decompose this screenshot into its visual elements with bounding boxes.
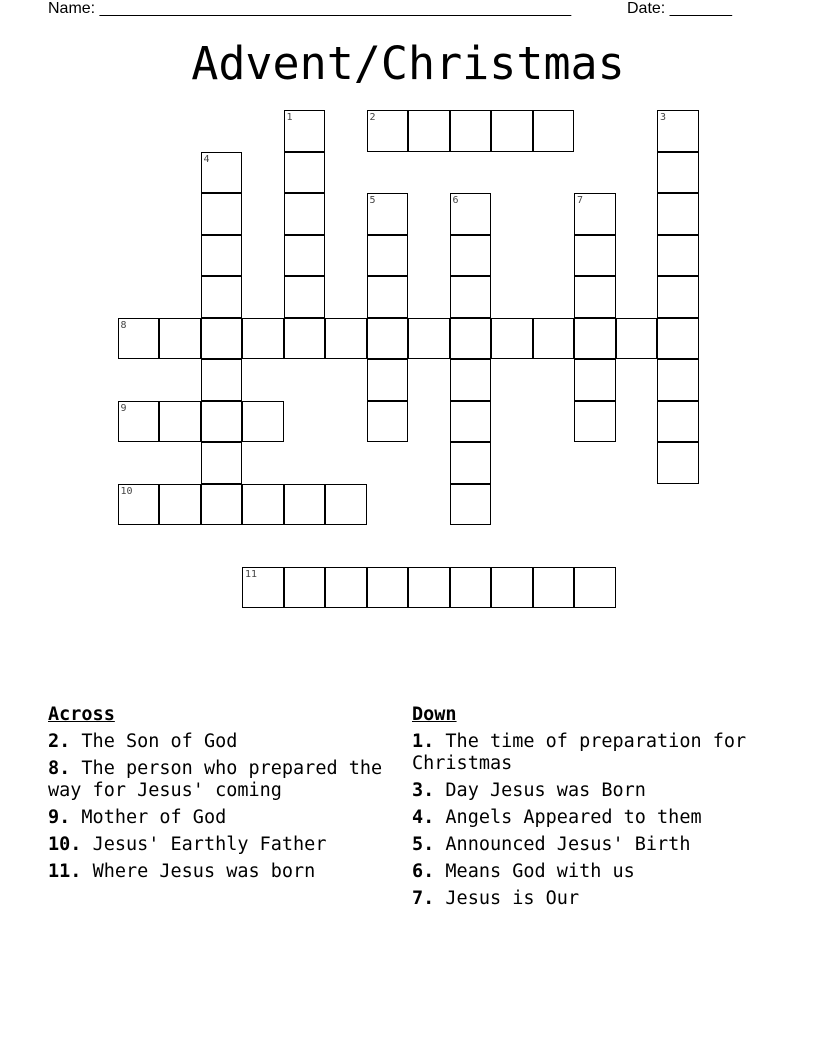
grid-cell[interactable] — [533, 110, 575, 152]
grid-cell[interactable] — [367, 401, 409, 443]
grid-cell[interactable] — [367, 567, 409, 609]
grid-cell[interactable] — [574, 318, 616, 360]
grid-cell[interactable] — [574, 235, 616, 277]
clue-text: The person who prepared the way for Jesus' coming — [48, 758, 383, 801]
grid-cell[interactable] — [367, 193, 409, 235]
grid-cell[interactable] — [284, 276, 326, 318]
grid-cell[interactable] — [201, 401, 243, 443]
grid-cell[interactable] — [450, 359, 492, 401]
clue-number: 4. — [412, 807, 435, 828]
grid-cell[interactable] — [325, 318, 367, 360]
cell-number: 3 — [660, 112, 667, 123]
grid-cell[interactable] — [657, 359, 699, 401]
grid-cell[interactable] — [450, 276, 492, 318]
clue-number: 9. — [48, 807, 71, 828]
clue-number: 8. — [48, 758, 71, 779]
grid-cell[interactable] — [201, 276, 243, 318]
cell-number: 9 — [120, 402, 127, 414]
clue-text: Means God with us — [445, 861, 635, 882]
grid-cell[interactable] — [159, 484, 201, 526]
clue-text: Mother of God — [81, 807, 227, 828]
grid-cell[interactable] — [657, 401, 699, 443]
clue-number: 11. — [48, 861, 82, 882]
clue-text: The time of preparation for Christmas — [412, 731, 747, 774]
cell-number: 11 — [245, 568, 258, 580]
grid-cell[interactable] — [450, 401, 492, 443]
clue-item — [412, 834, 768, 856]
cell-number: 6 — [452, 195, 459, 206]
grid-cell[interactable] — [201, 318, 243, 360]
grid-cell[interactable] — [657, 110, 699, 152]
grid-cell[interactable] — [491, 318, 533, 360]
grid-cell[interactable] — [159, 401, 201, 443]
clue-text: Jesus is Our — [445, 888, 580, 909]
clue-text: The Son of God — [81, 731, 238, 752]
grid-cell[interactable] — [657, 442, 699, 484]
grid-cell[interactable] — [616, 318, 658, 360]
grid-cell[interactable] — [408, 318, 450, 360]
clue-number: 5. — [412, 834, 435, 855]
grid-cell[interactable] — [491, 110, 533, 152]
grid-cell[interactable] — [367, 235, 409, 277]
across-heading: Across — [48, 704, 115, 725]
grid-cell[interactable] — [367, 276, 409, 318]
grid-cell[interactable] — [574, 193, 616, 235]
clue-number: 1. — [412, 731, 435, 752]
grid-cell[interactable] — [201, 152, 243, 194]
clue-number: 3. — [412, 780, 435, 801]
grid-cell[interactable] — [450, 235, 492, 277]
grid-cell[interactable] — [450, 442, 492, 484]
grid-cell[interactable] — [201, 193, 243, 235]
grid-cell[interactable] — [284, 193, 326, 235]
clue-item — [48, 807, 400, 829]
cell-number: 8 — [120, 319, 127, 331]
grid-cell[interactable] — [118, 401, 160, 443]
name-field[interactable]: Name: _____________________________________________________ — [48, 0, 572, 17]
clue-item — [48, 861, 400, 883]
grid-cell[interactable] — [450, 484, 492, 526]
grid-cell[interactable] — [657, 193, 699, 235]
cell-number: 1 — [286, 112, 293, 123]
grid-cell[interactable] — [284, 152, 326, 194]
clue-item — [412, 731, 768, 775]
grid-cell[interactable] — [159, 318, 201, 360]
grid-cell[interactable] — [657, 235, 699, 277]
grid-cell[interactable] — [450, 110, 492, 152]
grid-cell[interactable] — [242, 567, 284, 609]
cell-number: 2 — [369, 112, 376, 123]
grid-cell[interactable] — [657, 318, 699, 360]
grid-cell[interactable] — [284, 110, 326, 152]
grid-cell[interactable] — [408, 567, 450, 609]
page-title: Advent/Christmas — [191, 37, 625, 90]
grid-cell[interactable] — [450, 318, 492, 360]
grid-cell[interactable] — [242, 318, 284, 360]
cell-number: 5 — [369, 195, 376, 206]
grid-cell[interactable] — [367, 359, 409, 401]
grid-cell[interactable] — [118, 318, 160, 360]
clue-number: 7. — [412, 888, 435, 909]
clue-item — [412, 780, 768, 802]
clue-text: Day Jesus was Born — [445, 780, 646, 801]
grid-cell[interactable] — [325, 484, 367, 526]
grid-cell[interactable] — [284, 484, 326, 526]
grid-cell[interactable] — [201, 484, 243, 526]
grid-cell[interactable] — [201, 235, 243, 277]
date-field[interactable]: Date: _______ — [627, 0, 732, 17]
across-clues — [48, 704, 400, 888]
grid-cell[interactable] — [242, 401, 284, 443]
grid-cell[interactable] — [408, 110, 450, 152]
clue-item — [412, 888, 768, 910]
grid-cell[interactable] — [450, 193, 492, 235]
clue-item — [48, 731, 400, 753]
clue-text: Announced Jesus' Birth — [445, 834, 691, 855]
cell-number: 4 — [203, 153, 210, 165]
grid-cell[interactable] — [242, 484, 284, 526]
clue-item — [48, 834, 400, 856]
grid-cell[interactable] — [201, 442, 243, 484]
grid-cell[interactable] — [284, 567, 326, 609]
cell-number: 10 — [120, 485, 133, 497]
clue-number: 2. — [48, 731, 71, 752]
grid-cell[interactable] — [574, 359, 616, 401]
clue-text: Jesus' Earthly Father — [92, 834, 327, 855]
grid-cell[interactable] — [491, 567, 533, 609]
grid-cell[interactable] — [367, 110, 409, 152]
grid-cell[interactable] — [574, 567, 616, 609]
grid-cell[interactable] — [657, 276, 699, 318]
cell-number: 7 — [577, 195, 584, 206]
grid-cell[interactable] — [367, 318, 409, 360]
grid-cell[interactable] — [118, 484, 160, 526]
clue-text: Angels Appeared to them — [445, 807, 702, 828]
grid-cell[interactable] — [574, 401, 616, 443]
clue-item — [412, 861, 768, 883]
grid-cell[interactable] — [284, 318, 326, 360]
grid-cell[interactable] — [657, 152, 699, 194]
clue-number: 6. — [412, 861, 435, 882]
clue-text: Where Jesus was born — [92, 861, 316, 882]
grid-cell[interactable] — [574, 276, 616, 318]
grid-cell[interactable] — [533, 567, 575, 609]
down-clues — [412, 704, 768, 915]
clue-item — [48, 758, 400, 802]
grid-cell[interactable] — [325, 567, 367, 609]
grid-cell[interactable] — [533, 318, 575, 360]
grid-cell[interactable] — [284, 235, 326, 277]
clue-number: 10. — [48, 834, 82, 855]
grid-cell[interactable] — [201, 359, 243, 401]
grid-cell[interactable] — [450, 567, 492, 609]
clue-item — [412, 807, 768, 829]
down-heading: Down — [412, 704, 457, 725]
